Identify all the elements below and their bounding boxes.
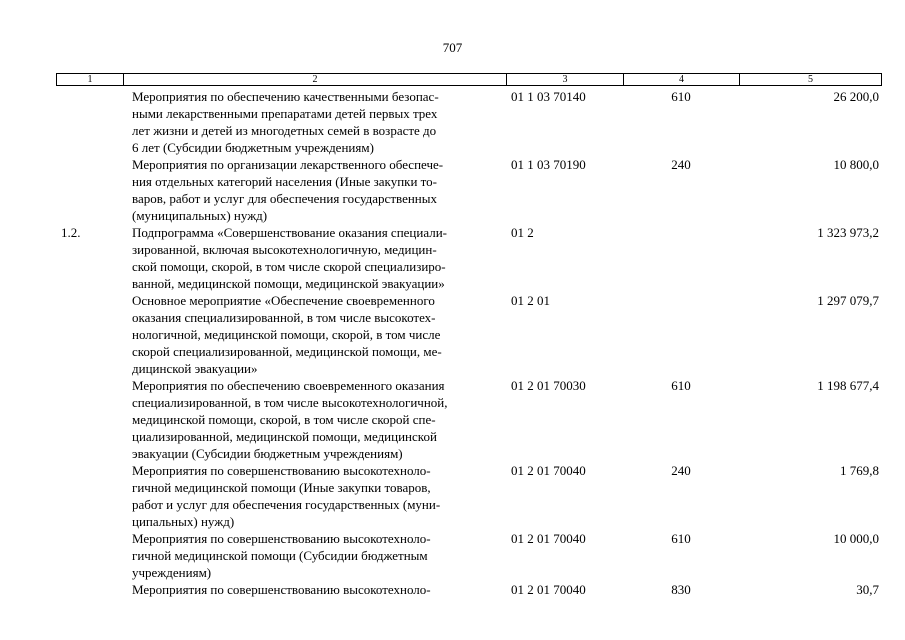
row-expense-type: 240 — [671, 463, 691, 478]
column-header-3: 3 — [507, 74, 624, 85]
row-expense-type: 610 — [671, 89, 691, 104]
row-code: 01 2 01 70040 — [511, 582, 586, 597]
row-description: Мероприятия по обеспечению своевременного оказания специализированной, в том числе высокотехнологичной, медицинской помощи, скорой, в том числе скорой спе- циализированной, медицинской помощи, медицинской эвакуации (Субсидии бюджетным учреждениям) — [132, 378, 448, 461]
row-code: 01 2 01 70030 — [511, 378, 586, 393]
column-header-1: 1 — [57, 74, 124, 85]
row-amount: 10 800,0 — [833, 157, 879, 172]
row-expense-type: 830 — [671, 582, 691, 597]
row-description: Подпрограмма «Совершенствование оказания специали- зированной, включая высокотехнологичную, медицин- ской помощи, скорой, в том числе скорой специализиро- ванной, медицинской помощи, медицинской эвакуации» — [132, 225, 447, 291]
page-number: 707 — [442, 40, 463, 55]
table-header — [56, 73, 882, 86]
row-amount: 1 769,8 — [840, 463, 879, 478]
row-amount: 1 297 079,7 — [817, 293, 879, 308]
row-description: Мероприятия по совершенствованию высокотехноло- гичной медицинской помощи (Субсидии бюджетным учреждениям) — [132, 531, 431, 580]
row-description: Мероприятия по совершенствованию высокотехноло- — [132, 582, 431, 597]
table-row — [56, 156, 882, 224]
row-description: Мероприятия по обеспечению качественными безопас- ными лекарственными препаратами детей первых трех лет жизни и детей из многодетных семей в возрасте до 6 лет (Субсидии бюджетным учреждениям) — [132, 89, 439, 155]
table-row — [56, 530, 882, 581]
row-code: 01 2 — [511, 225, 534, 240]
row-description: Мероприятия по совершенствованию высокотехноло- гичной медицинской помощи (Иные закупки товаров, работ и услуг для обеспечения государственных (муни- ципальных) нужд) — [132, 463, 441, 529]
row-expense-type: 610 — [671, 531, 691, 546]
row-description: Основное мероприятие «Обеспечение своевременного оказания специализированной, в том числе высокотех- нологичной, медицинской помощи, скорой, в том числе скорой специализированной, медицинской помощи, ме- дицинской эвакуации» — [132, 293, 442, 376]
row-amount: 10 000,0 — [833, 531, 879, 546]
row-amount: 30,7 — [856, 582, 879, 597]
row-expense-type: 240 — [671, 157, 691, 172]
column-header-2: 2 — [124, 74, 507, 85]
row-expense-type: 610 — [671, 378, 691, 393]
row-description: Мероприятия по организации лекарственного обеспече- ния отдельных категорий населения (Иные закупки то- варов, работ и услуг для обеспечения государственных (муниципальных) нужд) — [132, 157, 444, 223]
row-amount: 1 198 677,4 — [817, 378, 879, 393]
column-header-4: 4 — [624, 74, 740, 85]
row-code: 01 2 01 70040 — [511, 531, 586, 546]
column-header-5: 5 — [808, 74, 813, 85]
row-code: 01 1 03 70140 — [511, 89, 586, 104]
table-row — [56, 581, 882, 598]
table-row — [56, 224, 882, 292]
row-code: 01 2 01 70040 — [511, 463, 586, 478]
table-row — [56, 377, 882, 462]
row-code: 01 1 03 70190 — [511, 157, 586, 172]
table-row — [56, 462, 882, 530]
row-amount: 1 323 973,2 — [817, 225, 879, 240]
table-body — [56, 88, 882, 598]
table-row — [56, 88, 882, 156]
row-amount: 26 200,0 — [833, 89, 879, 104]
row-code: 01 2 01 — [511, 293, 550, 308]
row-number: 1.2. — [61, 225, 81, 240]
table-row — [56, 292, 882, 377]
